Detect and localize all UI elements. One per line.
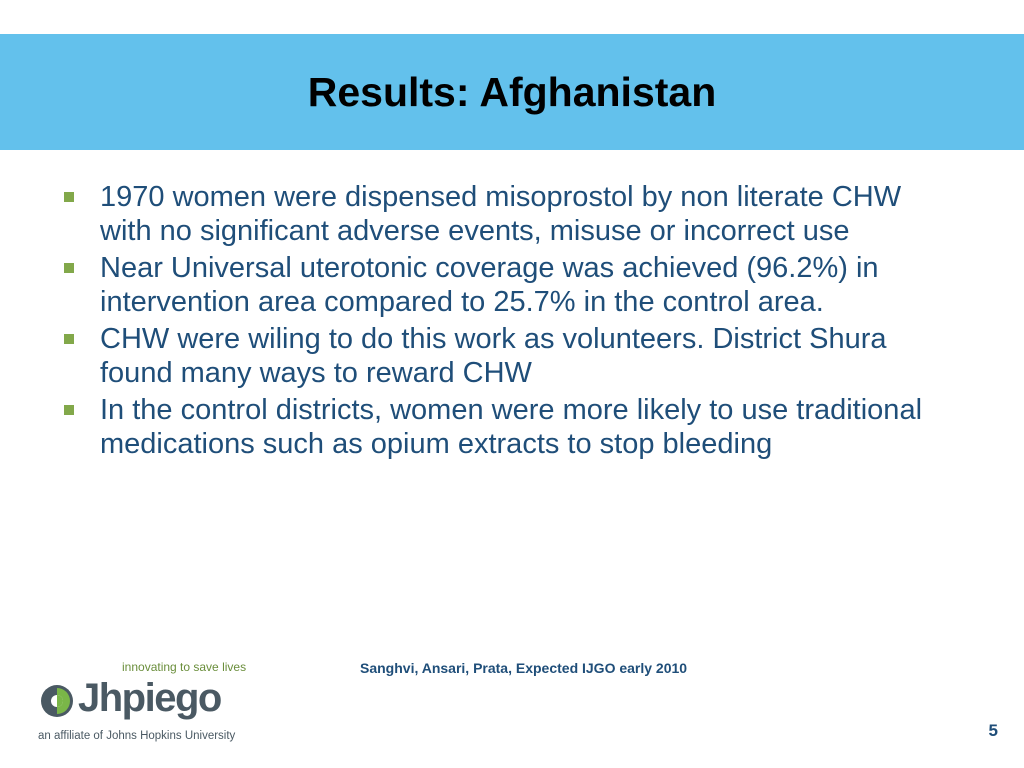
slide-title: Results: Afghanistan bbox=[307, 69, 717, 115]
square-bullet-icon bbox=[64, 334, 74, 344]
bullet-item bbox=[62, 252, 942, 319]
bullet-list bbox=[62, 181, 942, 465]
bullet-item bbox=[62, 394, 942, 461]
bullet-item bbox=[62, 323, 942, 390]
square-bullet-icon bbox=[64, 263, 74, 273]
page-number: 5 bbox=[988, 721, 998, 740]
bullet-text: 1970 women were dispensed misoprostol by non literate CHW with no significant adverse events, misuse or incorrect use bbox=[100, 181, 902, 247]
bullet-text: Near Universal uterotonic coverage was achieved (96.2%) in intervention area compared to 25.7% in the control area. bbox=[100, 252, 879, 318]
logo-wordmark: Jhpiego bbox=[78, 676, 221, 720]
jhpiego-logo bbox=[38, 660, 247, 750]
square-bullet-icon bbox=[64, 192, 74, 202]
bullet-item bbox=[62, 181, 942, 248]
bullet-text: In the control districts, women were more likely to use traditional medications such as opium extracts to stop bleeding bbox=[100, 394, 923, 460]
square-bullet-icon bbox=[64, 405, 74, 415]
jhpiego-logo-mark-icon bbox=[40, 684, 74, 718]
bullet-text: CHW were wiling to do this work as volunteers. District Shura found many ways to reward CHW bbox=[100, 323, 887, 389]
logo-tagline: innovating to save lives bbox=[122, 660, 247, 674]
logo-affiliate-text: an affiliate of Johns Hopkins University bbox=[38, 730, 236, 742]
citation: Sanghvi, Ansari, Prata, Expected IJGO early 2010 bbox=[360, 660, 688, 676]
